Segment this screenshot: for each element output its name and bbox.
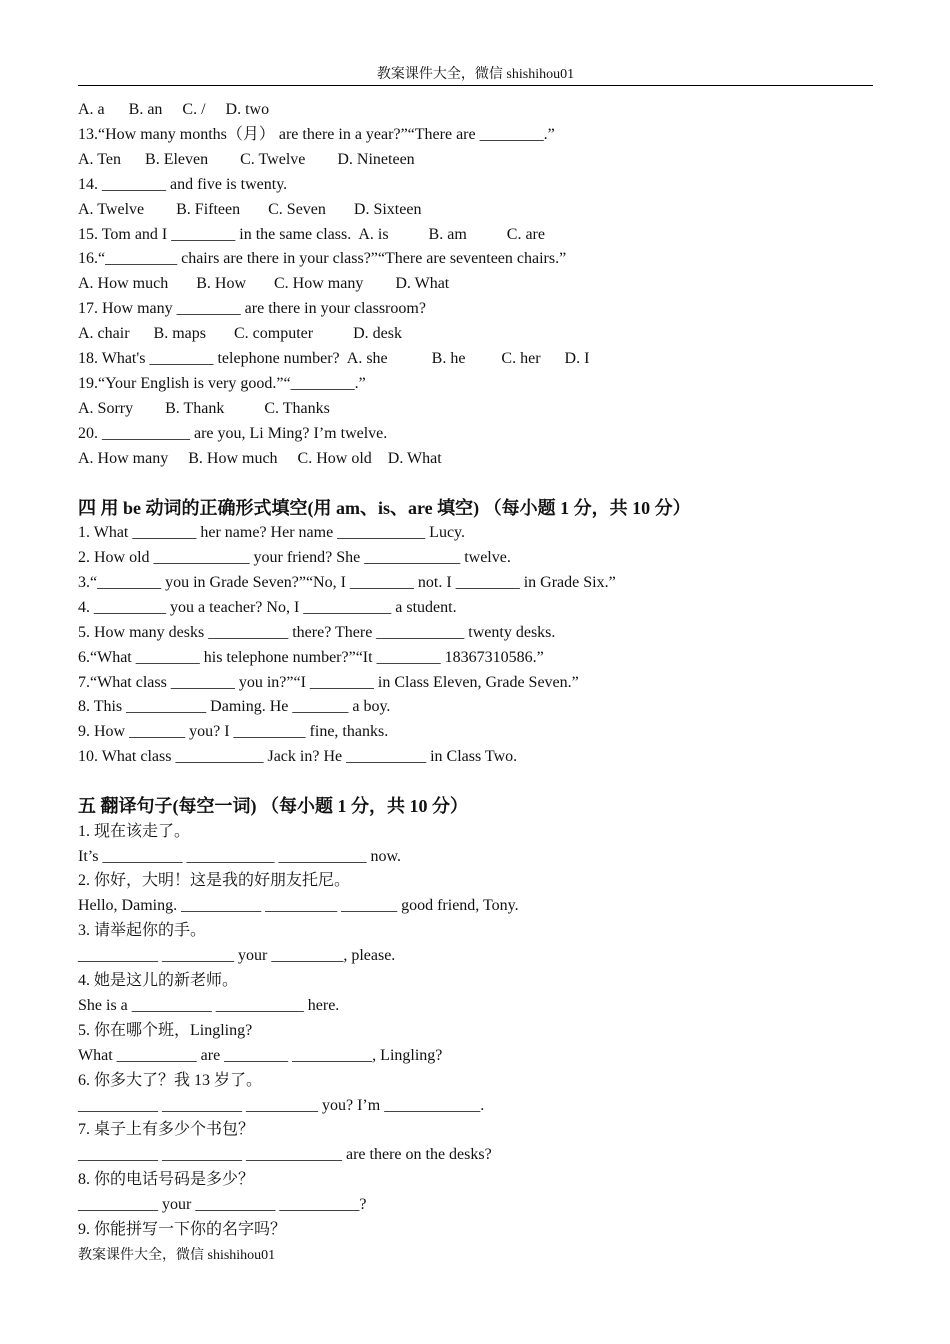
translation-prompt-1: 1. 现在该走了。 [78,823,191,840]
fill-item-3: 3.“________ you in Grade Seven?”“No, I ________ not. I ________ in Grade Six.” [78,574,616,591]
question-14: 14. ________ and five is twenty. [78,176,288,193]
translation-prompt-8: 8. 你的电话号码是多少？ [78,1171,255,1188]
translation-prompt-3: 3. 请举起你的手。 [78,922,207,939]
translation-prompt-9: 9. 你能拼写一下你的名字吗？ [78,1221,287,1238]
page-footer: 教案课件大全，微信 shishihou01 [78,1248,276,1263]
fill-item-5: 5. How many desks __________ there? There ___________ twenty desks. [78,624,556,641]
question-20: 20. ___________ are you, Li Ming? I’m twelve. [78,425,388,442]
option-line: A. Sorry B. Thank C. Thanks [78,400,330,417]
translation-answer-5: What __________ are ________ __________, Lingling? [78,1047,443,1064]
question-17: 17. How many ________ are there in your classroom? [78,300,426,317]
translation-prompt-7: 7. 桌子上有多少个书包？ [78,1121,255,1138]
option-line: A. How much B. How C. How many D. What [78,275,450,292]
option-line: A. a B. an C. / D. two [78,101,270,118]
option-line: A. Ten B. Eleven C. Twelve D. Nineteen [78,151,415,168]
fill-item-8: 8. This __________ Daming. He _______ a boy. [78,698,391,715]
translation-prompt-6: 6. 你多大了？我 13 岁了。 [78,1072,263,1089]
fill-item-7: 7.“What class ________ you in?”“I ________ in Class Eleven, Grade Seven.” [78,674,579,691]
fill-item-2: 2. How old ____________ your friend? She ____________ twelve. [78,549,511,566]
translation-prompt-4: 4. 她是这儿的新老师。 [78,972,239,989]
page-header: 教案课件大全，微信 shishihou01 [376,67,575,82]
translation-answer-1: It’s __________ ___________ ___________ now. [78,848,401,865]
fill-item-4: 4. _________ you a teacher? No, I ___________ a student. [78,599,457,616]
translation-prompt-5: 5. 你在哪个班，Lingling? [78,1022,253,1039]
header-divider [78,85,873,86]
translation-answer-4: She is a __________ ___________ here. [78,997,340,1014]
question-19: 19.“Your English is very good.”“________.” [78,375,366,392]
fill-item-10: 10. What class ___________ Jack in? He __________ in Class Two. [78,748,518,765]
translation-prompt-2: 2. 你好，大明！这是我的好朋友托尼。 [78,872,351,889]
option-line: A. Twelve B. Fifteen C. Seven D. Sixteen [78,201,422,218]
option-line: A. How many B. How much C. How old D. What [78,450,442,467]
option-line: A. chair B. maps C. computer D. desk [78,325,402,342]
fill-item-6: 6.“What ________ his telephone number?”“It ________ 18367310586.” [78,649,544,666]
question-13: 13.“How many months（月） are there in a year?”“There are ________.” [78,126,555,143]
section-heading-4: 四 用 be 动词的正确形式填空(用 am、is、are 填空) （每小题 1 分，共 10 分） [78,498,691,518]
section-heading-5: 五 翻译句子(每空一词) （每小题 1 分，共 10 分） [78,796,468,816]
translation-answer-3: __________ _________ your _________, please. [78,947,396,964]
question-18: 18. What's ________ telephone number? A. she B. he C. her D. I [78,350,590,367]
fill-item-1: 1. What ________ her name? Her name ___________ Lucy. [78,524,466,541]
translation-answer-8: __________ your __________ __________? [78,1196,367,1213]
fill-item-9: 9. How _______ you? I _________ fine, thanks. [78,723,389,740]
translation-answer-6: __________ __________ _________ you? I’m ____________. [78,1097,485,1114]
question-15: 15. Tom and I ________ in the same class. A. is B. am C. are [78,226,545,243]
question-16: 16.“_________ chairs are there in your class?”“There are seventeen chairs.” [78,250,567,267]
translation-answer-2: Hello, Daming. __________ _________ _______ good friend, Tony. [78,897,519,914]
translation-answer-7: __________ __________ ____________ are there on the desks? [78,1146,492,1163]
